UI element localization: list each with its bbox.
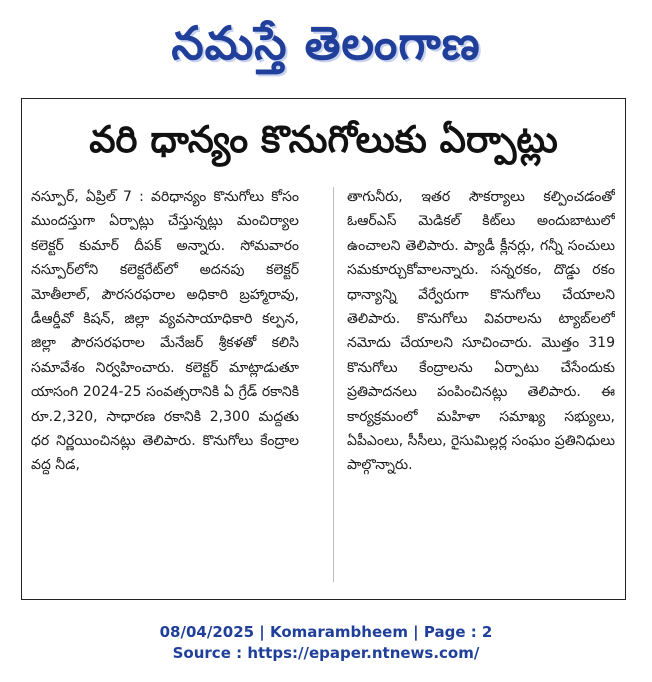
footer-date-line: 08/04/2025 | Komarambheem | Page : 2 (159, 623, 493, 641)
masthead-title: నమస్తే తెలంగాణ (171, 16, 481, 70)
masthead-logo (0, 8, 652, 78)
article-column-left: నస్పూర్‌, ఏప్రిల్‌ 7 : వరిధాన్యం కొనుగోలు కోసం ముందస్తుగా ఏర్పాట్లు చేస్తున్నట్లు మంచిర్యాల కలెక్టర్‌ కుమార్‌ దీపక్‌ అన్నారు. సోమవారం నస్పూర్‌లోని కలెక్టరేట్‌లో అదనపు కలెక్టర్‌ మోతీలాల్‌, పౌరసరఫరాల అధికారి బ్రహ్మారావు, డీఆర్డీవో కిషన్‌, జిల్లా వ్యవసాయాధికారి కల్పన, జిల్లా పౌరసరఫరాల మేనేజర్‌ శ్రీకళతో కలిసి సమావేశం నిర్వహించారు. కలెక్టర్‌ మాట్లాడుతూ యాసంగి 2024-25 సంవత్సరానికి ఏ గ్రేడ్‌ రకానికి రూ.2,320, సాధారణ రకానికి 2,300 మద్దతు ధర నిర్ణయించినట్లు తెలిపారు. కొనుగోలు కేంద్రాల వద్ద నీడ, (31, 189, 299, 474)
article-clipping (21, 98, 626, 600)
article-headline: వరి ధాన్యం కొనుగోలుకు ఏర్పాట్లు (89, 118, 558, 161)
column-divider (333, 187, 334, 582)
article-column-right: తాగునీరు, ఇతర సౌకర్యాలు కల్పించడంతో ఓఆర్‌ఎస్‌ మెడికల్‌ కిట్‌లు అందుబాటులో ఉంచాలని తెలిపారు. ప్యాడీ క్లీనర్లు, గన్నీ సంచులు సమకూర్చుకోవాలన్నారు. సన్నరకం, దొడ్డు రకం ధాన్యాన్ని వేర్వేరుగా కొనుగోలు చేయాలని తెలిపారు. కొనుగోలు వివరాలను ట్యాబ్‌లలో నమోదు చేయాలని సూచించారు. మొత్తం 319 కొనుగోలు కేంద్రాలను ఏర్పాటు చేసేందుకు ప్రతిపాదనలు పంపించినట్లు తెలిపారు. ఈ కార్యక్రమంలో మహిళా సమాఖ్య సభ్యులు, ఏపీఎంలు, సీసీలు, రైసుమిల్లర్ల సంఘం ప్రతినిధులు పాల్గొన్నారు. (347, 189, 615, 474)
footer-source-line: Source : https://epaper.ntnews.com/ (172, 644, 480, 662)
